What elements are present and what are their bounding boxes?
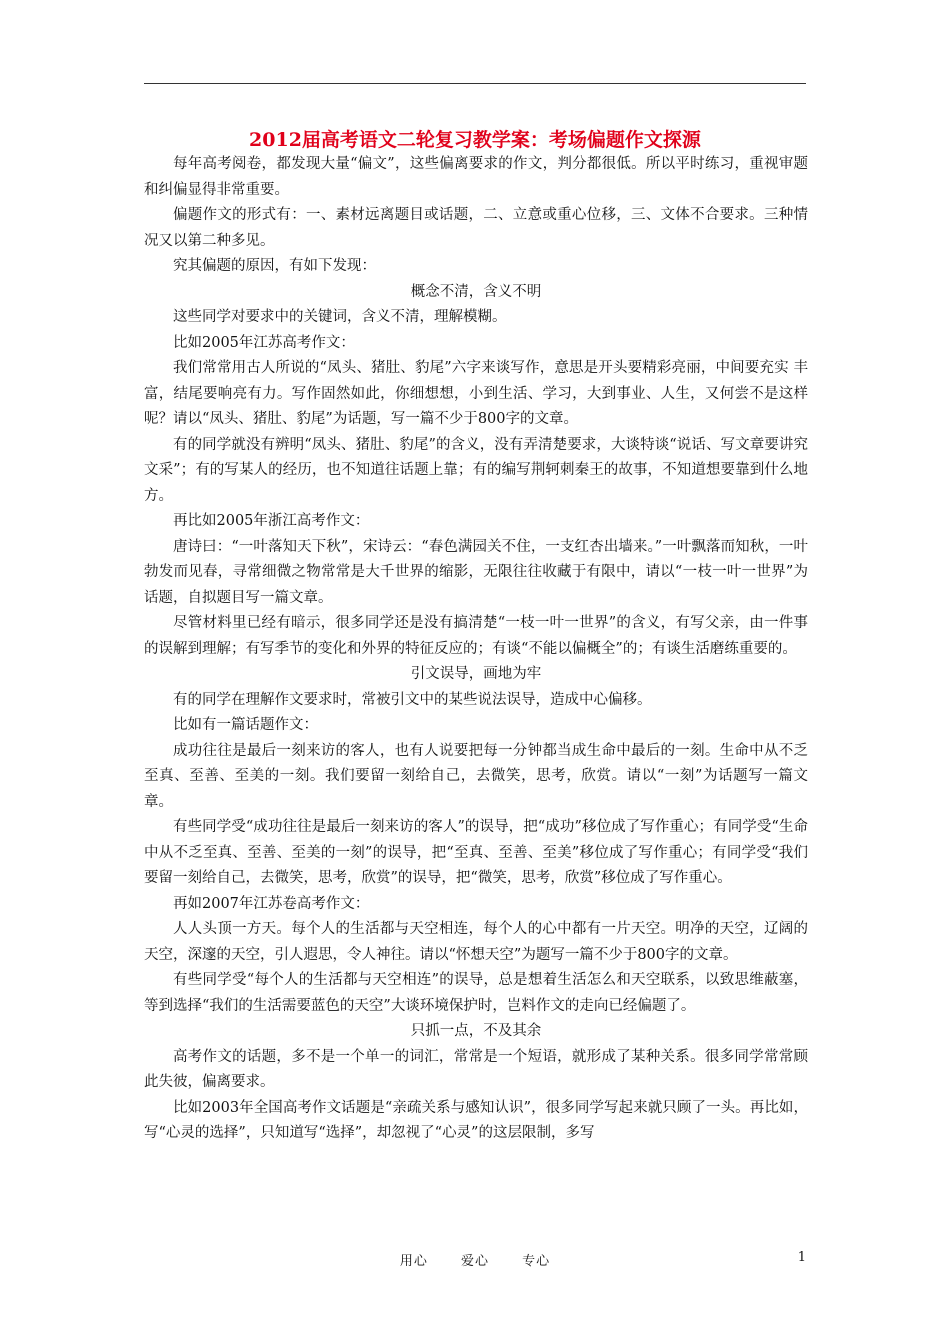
document-body <box>144 152 808 1147</box>
section-heading: 引文误导，画地为牢 <box>410 666 542 682</box>
paragraph: 每年高考阅卷，都发现大量“偏文”，这些偏离要求的作文，判分都很低。所以平时练习，重视审题和纠偏显得非常重要。 <box>144 156 808 198</box>
paragraph: 偏题作文的形式有：一、素材远离题目或话题，二、立意或重心位移，三、文体不合要求。三种情况又以第二种多见。 <box>144 207 808 249</box>
paragraph: 唐诗曰：“一叶落知天下秋”，宋诗云：“春色满园关不住，一支红杏出墙来。”一叶飘落而知秋，一叶勃发而见春，寻常细微之物常常是大千世界的缩影，无限往往收藏于有限中，请以“一枝一叶一世界”为话题，自拟题目写一篇文章。 <box>144 538 808 606</box>
motto-word: 用心 <box>399 1254 428 1269</box>
paragraph: 比如有一篇话题作文： <box>173 717 318 733</box>
paragraph: 再比如2005年浙江高考作文： <box>173 513 370 529</box>
paragraph: 究其偏题的原因，有如下发现： <box>173 258 376 274</box>
paragraph: 尽管材料里已经有暗示，很多同学还是没有搞清楚“一枝一叶一世界”的含义，有写父亲，由一件事的误解到理解；有写季节的变化和外界的特征反应的；有谈“不能以偏概全”的；有谈生活磨练重要的。 <box>144 615 808 657</box>
paragraph: 这些同学对要求中的关键词，含义不清，理解模糊。 <box>173 309 507 325</box>
paragraph: 再如2007年江苏卷高考作文： <box>173 895 370 912</box>
section-heading: 概念不清，含义不明 <box>410 283 542 300</box>
paragraph: 有的同学在理解作文要求时，常被引文中的某些说法误导，造成中心偏移。 <box>173 691 652 708</box>
paragraph: 比如2005年江苏高考作文： <box>173 334 355 351</box>
paragraph: 比如2003年全国高考作文话题是“亲疏关系与感知认识”，很多同学写起来就只顾了一头。再比如，写“心灵的选择”，只知道写“选择”，却忽视了“心灵”的这层限制，多写 <box>144 1099 808 1141</box>
page-footer <box>144 1250 806 1269</box>
header-rule <box>144 83 806 84</box>
paragraph: 我们常常用古人所说的“凤头、猪肚、豹尾”六字来谈写作，意思是开头要精彩亮丽，中间要充实 丰富，结尾要响亮有力。写作固然如此，你细想想，小到生活、学习，大到事业、人生，又何尝不是这样呢？请以“凤头、猪肚、豹尾”为话题，写一篇不少于800字的文章。 <box>144 360 808 427</box>
paragraph: 有的同学就没有辨明“凤头、猪肚、豹尾”的含义，没有弄清楚要求，大谈特谈“说话、写文章要讲究文采”；有的写某人的经历，也不知道往话题上靠；有的编写荆轲刺秦王的故事，不知道想要靠到什么地方。 <box>144 436 808 504</box>
paragraph: 成功往往是最后一刻来访的客人，也有人说要把每一分钟都当成生命中最后的一刻。生命中从不乏至真、至善、至美的一刻。我们要留一刻给自己，去微笑，思考，欣赏。请以“一刻”为话题写一篇文章。 <box>144 742 808 810</box>
paragraph: 有些同学受“每个人的生活都与天空相连”的误导，总是想着生活怎么和天空联系，以致思维蔽塞，等到选择“我们的生活需要蓝色的天空”大谈环境保护时，岂料作文的走向已经偏题了。 <box>144 972 808 1014</box>
page-number: 1 <box>797 1250 806 1265</box>
section-heading: 只抓一点，不及其余 <box>410 1023 542 1039</box>
motto-word: 爱心 <box>460 1254 489 1269</box>
footer-motto <box>144 1250 806 1269</box>
paragraph: 高考作文的话题，多不是一个单一的词汇，常常是一个短语，就形成了某种关系。很多同学常常顾此失彼，偏离要求。 <box>144 1048 808 1090</box>
paragraph: 有些同学受“成功往往是最后一刻来访的客人”的误导，把“成功”移位成了写作重心；有同学受“生命中从不乏至真、至善、至美的一刻”的误导，把“至真、至善、至美”移位成了写作重心；有同学受“我们要留一刻给自己，去微笑，思考，欣赏”的误导，把“微笑，思考，欣赏”移位成了写作重心。 <box>144 819 808 886</box>
document-title: 2012届高考语文二轮复习教学案：考场偏题作文探源 <box>249 129 701 151</box>
motto-word: 专心 <box>522 1254 551 1269</box>
paragraph: 人人头顶一方天。每个人的生活都与天空相连，每个人的心中都有一片天空。明净的天空，辽阔的天空，深邃的天空，引人遐思，令人神往。请以“怀想天空”为题写一篇不少于800字的文章。 <box>144 921 808 963</box>
